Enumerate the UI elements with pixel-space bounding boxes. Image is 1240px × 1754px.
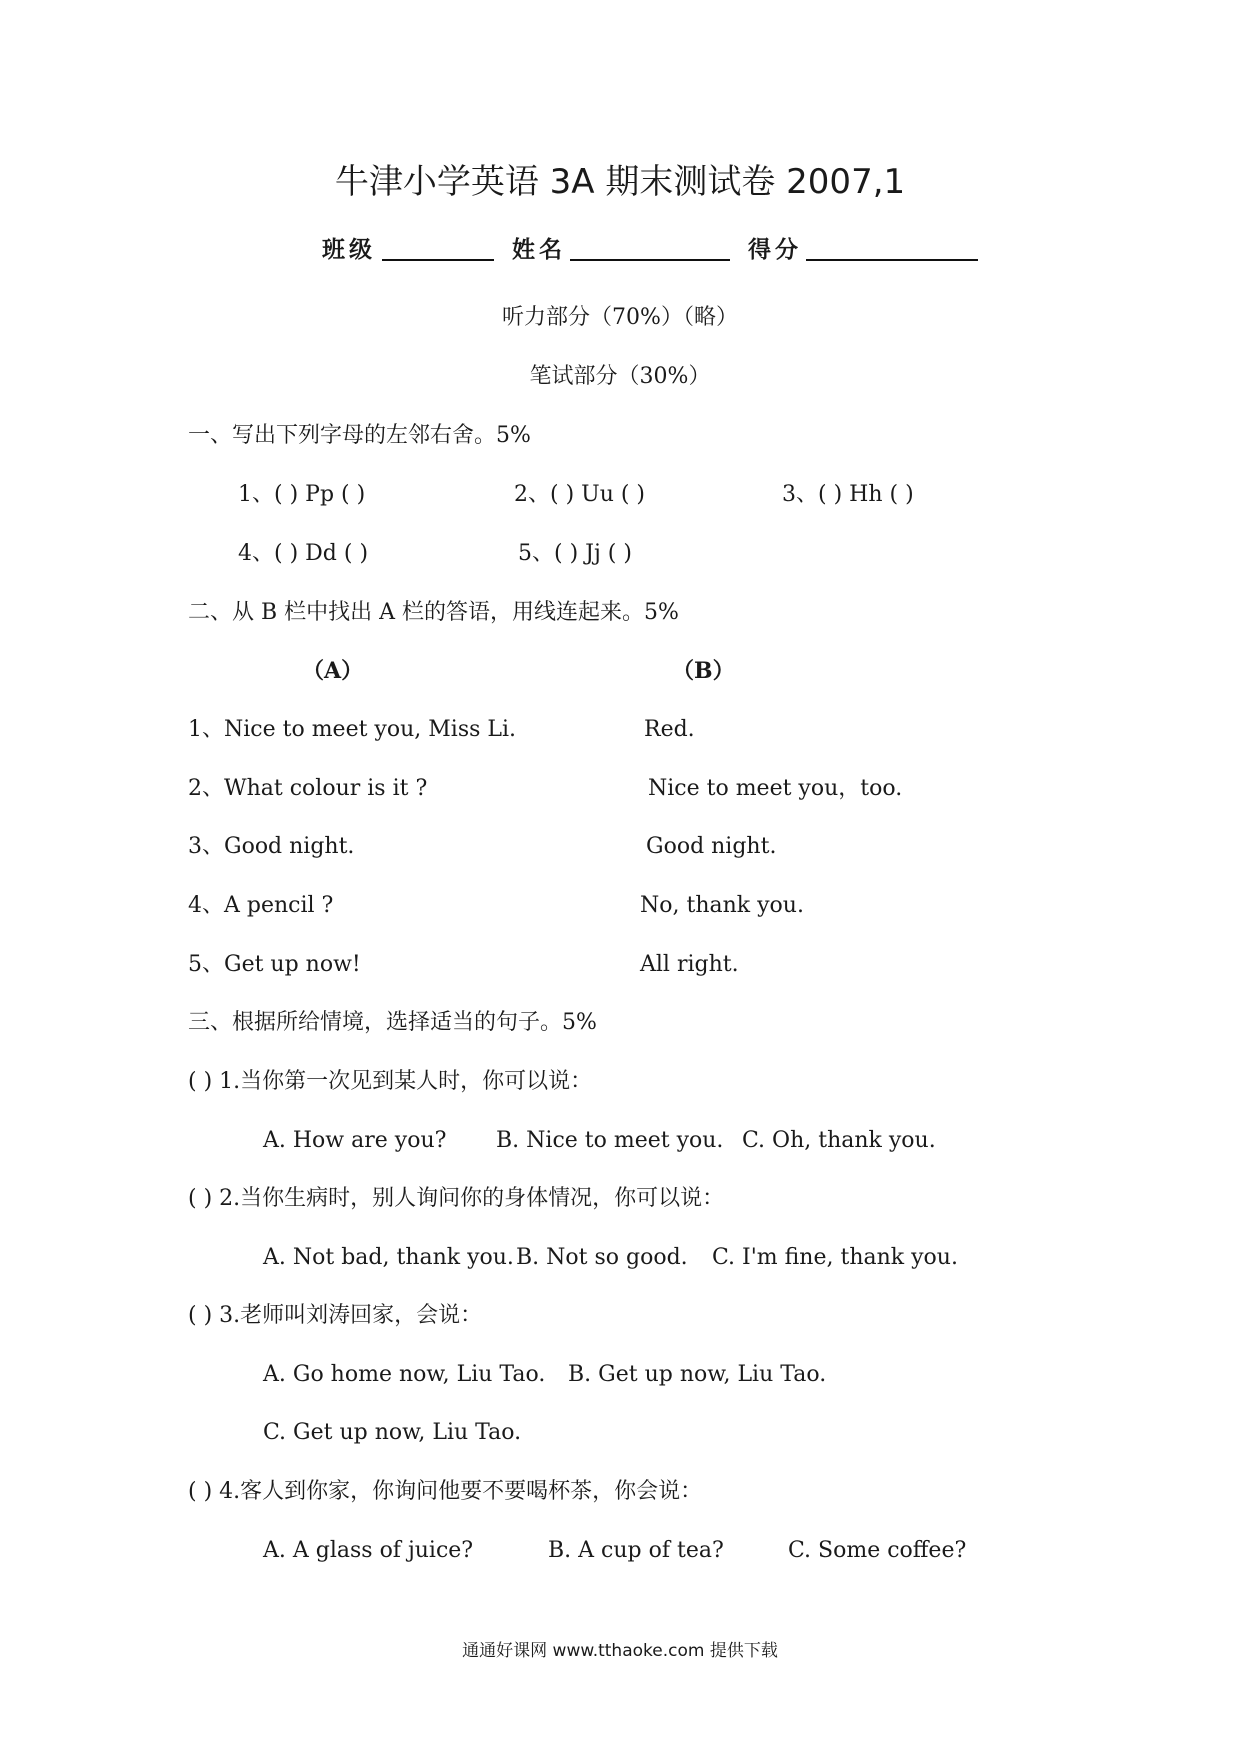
a-item: 2、What colour is it ? bbox=[188, 776, 428, 801]
column-a-header: （A） bbox=[302, 658, 364, 684]
option-a: A. Go home now, Liu Tao. bbox=[263, 1362, 546, 1387]
question: ( ) 1.当你第一次见到某人时，你可以说： bbox=[188, 1069, 593, 1094]
a-item: 5、Get up now! bbox=[188, 952, 361, 977]
listening-part: 听力部分（70%）（略） bbox=[502, 305, 738, 330]
b-item: Good night. bbox=[646, 834, 777, 859]
section1-heading: 一、写出下列字母的左邻右舍。5% bbox=[188, 423, 531, 448]
a-item: 4、A pencil ? bbox=[188, 893, 334, 918]
option-a: A. Not bad, thank you. bbox=[263, 1245, 514, 1270]
option-b: B. A cup of tea? bbox=[548, 1538, 724, 1563]
option-a: A. A glass of juice? bbox=[263, 1538, 474, 1563]
letter-item: 1、( ) Pp ( ) bbox=[238, 482, 366, 507]
section3-heading: 三、根据所给情境，选择适当的句子。5% bbox=[188, 1010, 597, 1035]
writing-part: 笔试部分（30%） bbox=[529, 364, 711, 389]
section2-heading: 二、从 B 栏中找出 A 栏的答语，用线连起来。5% bbox=[188, 600, 679, 625]
footer-source: 通通好课网 www.tthaoke.com 提供下载 bbox=[462, 1641, 778, 1661]
option-b: B. Not so good. bbox=[516, 1245, 688, 1270]
option-c: C. Some coffee? bbox=[788, 1538, 967, 1563]
letter-item: 3、( ) Hh ( ) bbox=[782, 482, 914, 507]
class-label: 班级 bbox=[322, 236, 376, 263]
question: ( ) 4.客人到你家，你询问他要不要喝杯茶，你会说： bbox=[188, 1479, 703, 1504]
a-item: 3、Good night. bbox=[188, 834, 355, 859]
b-item: No, thank you. bbox=[640, 893, 804, 918]
option-b: B. Get up now, Liu Tao. bbox=[568, 1362, 827, 1387]
option-b: B. Nice to meet you. bbox=[496, 1128, 724, 1153]
a-item: 1、Nice to meet you, Miss Li. bbox=[188, 717, 517, 742]
option-c: C. Oh, thank you. bbox=[742, 1128, 936, 1153]
class-blank bbox=[382, 259, 494, 261]
score-label: 得分 bbox=[748, 236, 802, 263]
score-blank bbox=[806, 259, 978, 261]
column-b-header: （B） bbox=[672, 658, 735, 684]
letter-item: 4、( ) Dd ( ) bbox=[238, 541, 369, 566]
b-item: All right. bbox=[640, 952, 739, 977]
name-label: 姓名 bbox=[512, 236, 566, 263]
b-item: Nice to meet you，too. bbox=[648, 776, 903, 801]
name-blank bbox=[570, 259, 730, 261]
b-item: Red. bbox=[644, 717, 695, 742]
option-a: A. How are you? bbox=[263, 1128, 447, 1153]
option-c: C. Get up now, Liu Tao. bbox=[263, 1420, 522, 1445]
question: ( ) 3.老师叫刘涛回家，会说： bbox=[188, 1303, 483, 1328]
question: ( ) 2.当你生病时，别人询问你的身体情况，你可以说： bbox=[188, 1186, 725, 1211]
letter-item: 5、( ) Jj ( ) bbox=[518, 541, 632, 566]
letter-item: 2、( ) Uu ( ) bbox=[514, 482, 646, 507]
page-title: 牛津小学英语 3A 期末测试卷 2007,1 bbox=[334, 162, 906, 202]
option-c: C. I'm fine, thank you. bbox=[712, 1245, 958, 1270]
